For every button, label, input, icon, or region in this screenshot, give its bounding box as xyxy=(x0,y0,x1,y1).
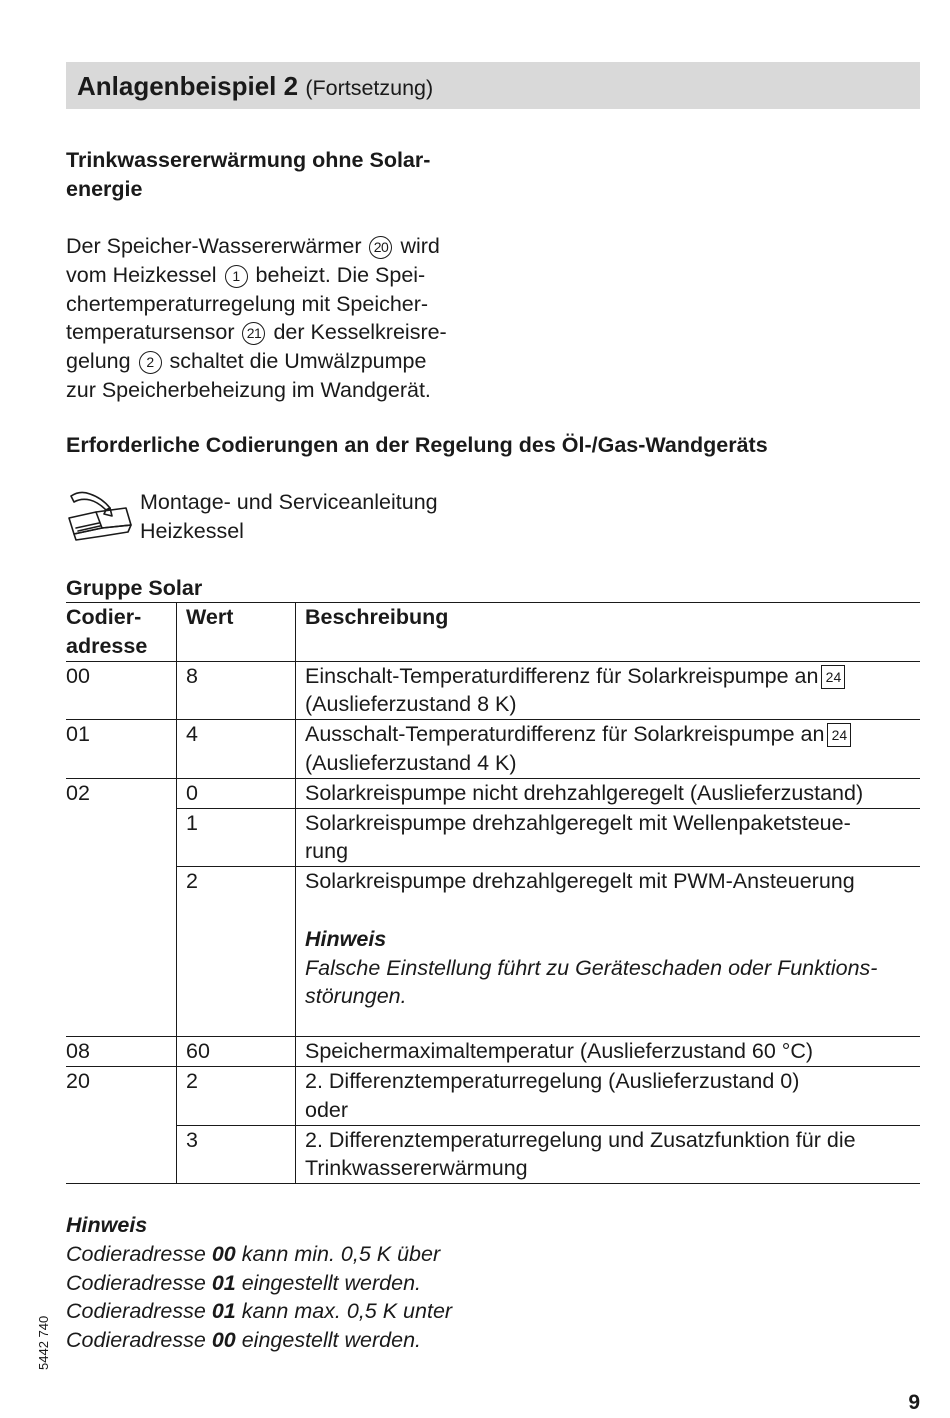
cell-address: 00 xyxy=(66,661,177,720)
cell-description: 2. Differenztemperaturregelung (Auslieferzustand 0) oder xyxy=(296,1066,921,1125)
cell-value: 3 xyxy=(177,1125,296,1184)
table-group-title: Gruppe Solar xyxy=(66,576,203,600)
col-header-address: Codier- adresse xyxy=(66,603,177,662)
note-text: Falsche Einstellung führt zu Geräteschaden oder Funktions- xyxy=(305,955,878,980)
section-body-dhw: Der Speicher-Wassererwärmer 20 wird vom Heizkessel 1 beheizt. Die Spei- chertemperaturregelung mit Speicher- temperatursensor 21 der Kesselkreisre- gelung 2 schaltet die Umwälzpumpe zur Speicherbeheizung im Wandgerät. xyxy=(66,234,447,402)
note-title: Hinweis xyxy=(305,926,387,951)
section-header-bar xyxy=(66,62,920,109)
cell-address xyxy=(66,1125,177,1184)
table-row xyxy=(66,808,920,867)
table-row xyxy=(66,1037,920,1067)
cell-value: 2 xyxy=(177,1066,296,1125)
section-heading-codes: Erforderliche Codierungen an der Regelung des Öl-/Gas-Wandgeräts xyxy=(66,433,768,457)
section-heading-dhw: Trinkwassererwärmung ohne Solar- energie xyxy=(66,148,431,201)
cell-value: 4 xyxy=(177,720,296,779)
table-row xyxy=(66,661,920,720)
cell-description: Solarkreispumpe drehzahlgeregelt mit PWM-Ansteuerung Hinweis Falsche Einstellung führt zu Geräteschaden oder Funktions- störungen. xyxy=(296,867,921,1037)
cell-value: 8 xyxy=(177,661,296,720)
footer-note: Hinweis Codieradresse 00 kann min. 0,5 K über Codieradresse 01 eingestellt werden. Codieradresse 01 kann max. 0,5 K unter Codieradresse 00 eingestellt werden. xyxy=(66,1213,453,1353)
component-ref-2: 2 xyxy=(139,351,162,374)
cell-description: Solarkreispumpe nicht drehzahlgeregelt (Auslieferzustand) xyxy=(296,778,921,808)
cell-value: 0 xyxy=(177,778,296,808)
component-ref-20: 20 xyxy=(369,236,392,259)
book-hand-icon xyxy=(66,488,134,544)
col-header-description: Beschreibung xyxy=(296,603,921,662)
reference-manual-note: Montage- und Serviceanleitung Heizkessel xyxy=(140,490,438,543)
cell-description: Ausschalt-Temperaturdifferenz für Solarkreispumpe an 24 (Auslieferzustand 4 K) xyxy=(296,720,921,779)
col-header-value: Wert xyxy=(177,603,296,662)
figure-ref-24: 24 xyxy=(821,665,845,689)
table-row xyxy=(66,1125,920,1184)
cell-value: 1 xyxy=(177,808,296,867)
coding-table xyxy=(66,602,920,1184)
table-header-row xyxy=(66,603,920,662)
table-row xyxy=(66,867,920,1037)
cell-address: 08 xyxy=(66,1037,177,1067)
table-row xyxy=(66,778,920,808)
component-ref-1: 1 xyxy=(225,265,248,288)
cell-address: 02 xyxy=(66,780,90,805)
footer-note-title: Hinweis xyxy=(66,1213,148,1237)
cell-description: Solarkreispumpe drehzahlgeregelt mit Wellenpaketsteue- rung xyxy=(296,808,921,867)
figure-ref-24: 24 xyxy=(827,723,851,747)
cell-address: 20 xyxy=(66,1068,90,1093)
page-number: 9 xyxy=(908,1391,920,1414)
component-ref-21: 21 xyxy=(242,322,265,345)
cell-value: 2 xyxy=(177,867,296,1037)
table-row xyxy=(66,1066,920,1125)
page-subtitle: (Fortsetzung) xyxy=(305,76,434,100)
note-text: störungen. xyxy=(305,984,407,1009)
cell-description: Speichermaximaltemperatur (Auslieferzustand 60 °C) xyxy=(296,1037,921,1067)
cell-description: 2. Differenztemperaturregelung und Zusatzfunktion für die Trinkwassererwärmung xyxy=(296,1125,921,1184)
page-title: Anlagenbeispiel 2 (Fortsetzung) xyxy=(77,71,434,101)
document-code: 5442 740 xyxy=(36,1315,51,1370)
cell-value: 60 xyxy=(177,1037,296,1067)
table-row xyxy=(66,720,920,779)
cell-description: Einschalt-Temperaturdifferenz für Solarkreispumpe an 24 (Auslieferzustand 8 K) xyxy=(296,661,921,720)
cell-address xyxy=(66,808,177,867)
cell-address: 01 xyxy=(66,720,177,779)
cell-address xyxy=(66,867,177,1037)
